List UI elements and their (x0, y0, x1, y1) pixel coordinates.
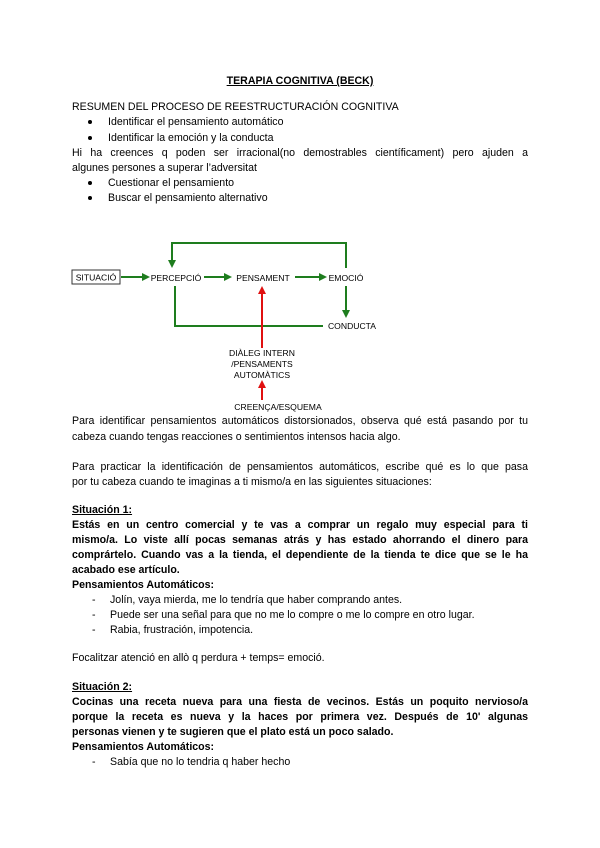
paragraph-line: Hi ha creences q poden ser irracional(no demostrables científicament) pero ajuden a (72, 147, 528, 159)
paragraph-line: cabeza cuando tengas reacciones o sentimientos intensos hacia algo. (72, 431, 401, 443)
auto-thoughts-heading: Pensamientos Automáticos: (72, 741, 215, 753)
list-item: - Jolín, vaya mierda, me lo tendría que haber comprando antes. (92, 594, 403, 606)
cognitive-diagram (0, 230, 600, 415)
page-title: TERAPIA COGNITIVA (BECK) (226, 75, 374, 87)
auto-thoughts-heading: Pensamientos Automáticos: (72, 579, 215, 591)
situation-line: comprártelo. Cuando vas a la tienda, el dependiente de la tienda te dice que se le ha (72, 549, 528, 561)
paragraph-line: por tu cabeza cuando te imaginas a ti mismo/a en las siguientes situaciones: (72, 476, 432, 488)
dialeg-label: DIÀLEG INTERN (229, 348, 295, 358)
situation-line: Estás en un centro comercial y te vas a comprar un regalo muy especial para ti (72, 519, 528, 531)
bullet-icon (88, 136, 92, 140)
list-item: - Rabia, frustración, impotencia. (92, 624, 254, 636)
bullet-icon (88, 120, 92, 124)
paragraph-line: algunes persones a superar l’adversitat (72, 162, 257, 174)
conducta-label: CONDUCTA (327, 321, 377, 331)
situation-line: mismo/a. Lo viste allí pocas semanas atrás y has estado ahorrando el dinero para (72, 534, 528, 546)
summary-heading: RESUMEN DEL PROCESO DE REESTRUCTURACIÓN COGNITIVA (72, 101, 399, 113)
situation-line: acabado ese artículo. (72, 564, 180, 576)
document-page: TERAPIA COGNITIVA (BECK) RESUMEN DEL PROCESO DE REESTRUCTURACIÓN COGNITIVA Identificar el pensamiento automático Identificar la emoción y la conducta Hi ha creences q poden ser irracional(no demostrables científicament) pero ajuden a algunes persones a superar l’adversitat Cuestionar el pensamiento Buscar el pensamiento alternativo SITUACIÓ PERCEPCIÓ PENSAMENT EMOCIÓ CONDUCTA DIÀLEG INTERN /PENSAMENTS AUTOMÀTICS CREENÇA/ESQUEMA Para identificar pensamientos automáticos distorsionados, observa qué está pasando por tu cabeza cuando tengas reacciones o sentimientos intensos hacia algo. Para practicar la identificación de pensamientos automáticos, escribe qué es lo que pasa por tu cabeza cuando te imaginas a ti mismo/a en las siguientes situaciones: Situación 1: Estás en un centro comercial y te vas a comprar un regalo muy especial para ti mismo/a. Lo viste allí pocas semanas atrás y has estado ahorrando el dinero para comprártelo. Cuando vas a la tienda, el dependiente de la tienda te dice que se le ha acabado ese artículo. Pensamientos Automáticos: - Jolín, vaya mierda, me lo tendría que haber comprando antes. - Puede ser una señal para que no me lo compre o me lo compre en otro lugar. - Rabia, frustración, impotencia. Focalitzar atenció en allò q perdura + temps= emoció. Situación 2: Cocinas una receta nueva para una fiesta de vecinos. Estás un poquito nervioso/a porque la receta es nueva y la haces por primera vez. Después de 10' algunas personas vienen y te sugieren que el plato está un poco salado. Pensamientos Automáticos: - Sabía que no lo tendria q haber hecho (0, 0, 600, 848)
arrow-emocio-feedback (172, 243, 346, 268)
creenca-label: CREENÇA/ESQUEMA (234, 402, 322, 412)
percepcio-label: PERCEPCIÓ (150, 273, 202, 283)
situacio-label: SITUACIÓ (75, 272, 117, 283)
situation-line: porque la receta es nueva y la haces por primera vez. Después de 10' algunas (72, 711, 528, 723)
situation-heading: Situación 2: (72, 681, 133, 693)
bullet-icon (88, 181, 92, 185)
list-item: - Sabía que no lo tendria q haber hecho (92, 756, 291, 768)
paragraph-line: Para identificar pensamientos automáticos distorsionados, observa qué está pasando por tu (72, 415, 528, 427)
paragraph-line: Para practicar la identificación de pensamientos automáticos, escribe qué es lo que pasa (72, 461, 528, 473)
situation-line: Cocinas una receta nueva para una fiesta de vecinos. Estás un poquito nervioso/a (72, 696, 528, 708)
bullet-icon (88, 196, 92, 200)
dialeg-label: /PENSAMENTS (231, 359, 293, 369)
situation-line: personas vienen y te sugieren que el plato está un poco salado. (72, 726, 394, 738)
list-item: - Puede ser una señal para que no me lo compre o me lo compre en otro lugar. (92, 609, 475, 621)
dialeg-label: AUTOMÀTICS (233, 370, 291, 380)
arrow-conducta-feedback (175, 286, 323, 326)
situation-heading: Situación 1: (72, 504, 133, 516)
emocio-label: EMOCIÓ (328, 273, 364, 283)
note-line: Focalitzar atenció en allò q perdura + temps= emoció. (72, 652, 325, 664)
pensament-label: PENSAMENT (236, 273, 290, 283)
